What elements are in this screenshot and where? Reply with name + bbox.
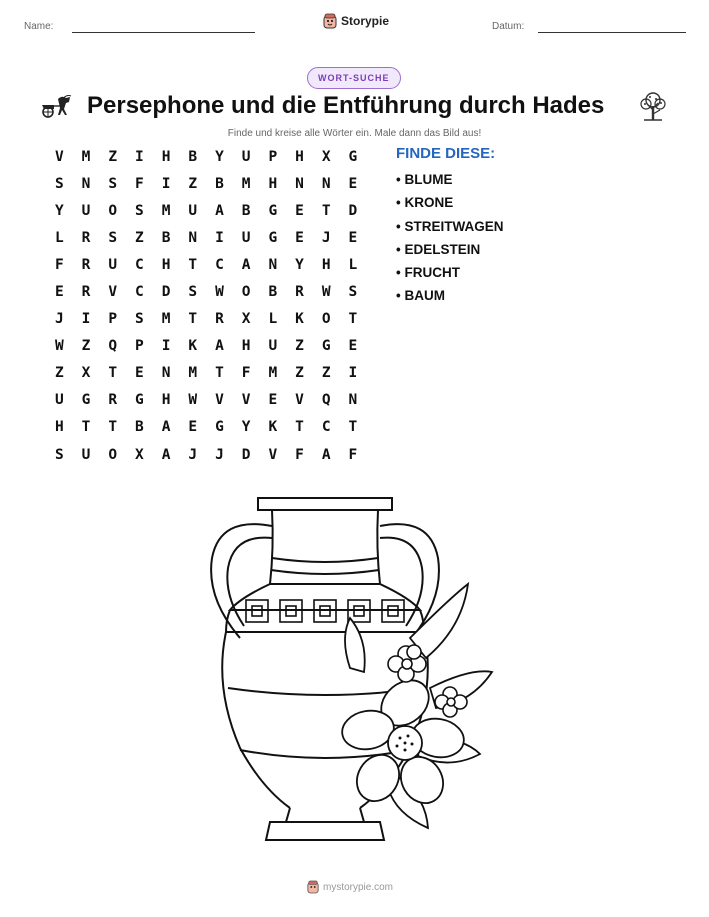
grid-letter[interactable]: E — [348, 229, 358, 246]
grid-letter[interactable]: V — [215, 392, 224, 409]
grid-letter[interactable]: W — [215, 284, 224, 301]
grid-letter[interactable]: S — [348, 284, 358, 301]
grid-letter[interactable]: H — [161, 148, 171, 165]
name-label: Name: — [24, 21, 54, 32]
grid-letter[interactable]: M — [161, 311, 171, 328]
grid-letter[interactable]: E — [295, 202, 304, 219]
grid-letter[interactable]: L — [54, 229, 64, 246]
grid-letter[interactable]: O — [108, 202, 118, 219]
brand-name: Storypie — [341, 14, 390, 28]
grid-letter[interactable]: N — [188, 229, 198, 246]
grid-row — [46, 414, 366, 441]
grid-letter[interactable]: Z — [54, 365, 64, 382]
find-list-title: FINDE DIESE: — [396, 145, 496, 162]
grid-letter[interactable]: K — [268, 419, 278, 436]
grid-letter[interactable]: K — [188, 338, 198, 355]
grid-letter[interactable]: A — [161, 446, 171, 463]
grid-letter[interactable]: X — [81, 365, 91, 382]
grid-row — [46, 143, 366, 170]
grid-letter[interactable]: B — [268, 284, 278, 301]
grid-letter[interactable]: M — [81, 148, 91, 165]
date-field[interactable] — [538, 32, 686, 33]
grid-letter[interactable]: G — [268, 229, 278, 246]
grid-row — [46, 306, 366, 333]
grid-letter[interactable]: J — [188, 446, 198, 463]
grid-letter[interactable]: O — [241, 284, 251, 301]
grid-letter[interactable]: W — [188, 392, 198, 409]
grid-row — [46, 170, 366, 197]
grid-letter[interactable]: S — [135, 202, 144, 219]
brand-logo — [323, 13, 389, 29]
grid-letter[interactable]: I — [135, 148, 144, 165]
grid-row — [46, 360, 366, 387]
storypie-mascot-icon — [323, 13, 337, 29]
grid-letter[interactable]: P — [135, 338, 144, 355]
grid-letter[interactable]: S — [108, 175, 118, 192]
grid-letter[interactable]: H — [241, 338, 251, 355]
word-item: • EDELSTEIN — [396, 241, 481, 257]
footer-url[interactable]: mystorypie.com — [323, 881, 394, 893]
grid-letter[interactable]: T — [108, 365, 118, 382]
grid-letter[interactable]: V — [295, 392, 304, 409]
grid-letter[interactable]: B — [241, 202, 251, 219]
instructions: Finde und kreise alle Wörter ein. Male dann das Bild aus! — [227, 128, 482, 139]
grid-letter[interactable]: C — [215, 256, 224, 273]
grid-letter[interactable]: F — [241, 365, 251, 382]
grid-letter[interactable]: L — [348, 256, 358, 273]
word-item: • BLUME — [396, 172, 453, 187]
grid-letter[interactable]: Z — [188, 175, 198, 192]
grid-letter[interactable]: P — [108, 311, 118, 328]
grid-letter[interactable]: F — [295, 446, 304, 463]
grid-letter[interactable]: C — [135, 284, 144, 301]
grid-row — [46, 441, 366, 468]
grid-letter[interactable]: G — [348, 148, 358, 165]
grid-row — [46, 197, 366, 224]
grid-letter[interactable]: N — [295, 175, 304, 192]
grid-letter[interactable]: A — [215, 202, 224, 219]
grid-letter[interactable]: N — [81, 175, 91, 192]
grid-letter[interactable]: V — [268, 446, 278, 463]
grid-letter[interactable]: G — [81, 392, 91, 409]
grid-letter[interactable]: H — [295, 148, 304, 165]
grid-letter[interactable]: N — [161, 365, 171, 382]
word-search-badge: WORT-SUCHE — [307, 67, 401, 89]
grid-letter[interactable]: Z — [108, 148, 118, 165]
grid-letter[interactable]: J — [321, 229, 331, 246]
grid-letter[interactable]: Y — [54, 202, 64, 219]
grid-letter[interactable]: X — [241, 311, 251, 328]
grid-letter[interactable]: U — [268, 338, 278, 355]
grid-letter[interactable]: Z — [321, 365, 331, 382]
grid-letter[interactable]: O — [321, 311, 331, 328]
grid-letter[interactable]: A — [321, 446, 331, 463]
grid-letter[interactable]: R — [81, 256, 91, 273]
grid-letter[interactable]: B — [188, 148, 198, 165]
vase-coloring-illustration — [200, 488, 500, 850]
grid-letter[interactable]: U — [81, 202, 91, 219]
grid-letter[interactable]: G — [321, 338, 331, 355]
grid-letter[interactable]: T — [188, 311, 198, 328]
grid-letter[interactable]: B — [161, 229, 171, 246]
grid-letter[interactable]: Z — [295, 365, 304, 382]
grid-letter[interactable]: Z — [295, 338, 304, 355]
grid-letter[interactable]: J — [54, 311, 64, 328]
grid-letter[interactable]: G — [215, 419, 224, 436]
grid-letter[interactable]: Y — [215, 148, 224, 165]
grid-letter[interactable]: T — [348, 419, 358, 436]
grid-letter[interactable]: S — [188, 284, 198, 301]
grid-letter[interactable]: C — [135, 256, 144, 273]
grid-row — [46, 333, 366, 360]
grid-letter[interactable]: W — [321, 284, 331, 301]
grid-letter[interactable]: L — [268, 311, 278, 328]
word-item: • FRUCHT — [396, 265, 460, 281]
grid-letter[interactable]: E — [348, 175, 358, 192]
grid-letter[interactable]: T — [188, 256, 198, 273]
grid-letter[interactable]: U — [108, 256, 118, 273]
grid-letter[interactable]: U — [81, 446, 91, 463]
grid-letter[interactable]: M — [241, 175, 251, 192]
grid-letter[interactable]: T — [215, 365, 224, 382]
grid-letter[interactable]: S — [108, 229, 118, 246]
grid-letter[interactable]: S — [135, 311, 144, 328]
grid-letter[interactable]: B — [135, 419, 144, 436]
grid-letter[interactable]: I — [161, 175, 171, 192]
grid-letter[interactable]: N — [268, 256, 278, 273]
word-item: • BAUM — [396, 288, 445, 304]
grid-letter[interactable]: C — [321, 419, 331, 436]
grid-letter[interactable]: E — [295, 229, 304, 246]
word-item: • KRONE — [396, 195, 454, 211]
grid-letter[interactable]: X — [135, 446, 144, 463]
grid-letter[interactable]: T — [108, 419, 118, 436]
grid-letter[interactable]: D — [161, 284, 171, 301]
grid-letter[interactable]: P — [268, 148, 278, 165]
grid-letter[interactable]: E — [54, 284, 64, 301]
grid-letter[interactable]: I — [215, 229, 224, 246]
grid-letter[interactable]: R — [81, 284, 91, 301]
storypie-mascot-icon — [307, 880, 319, 894]
grid-letter[interactable]: T — [348, 311, 358, 328]
date-label: Datum: — [492, 21, 525, 32]
grid-letter[interactable]: F — [348, 446, 358, 463]
grid-letter[interactable]: H — [161, 392, 171, 409]
grid-letter[interactable]: X — [321, 148, 331, 165]
grid-letter[interactable]: N — [348, 392, 358, 409]
grid-letter[interactable]: R — [295, 284, 304, 301]
grid-letter[interactable]: R — [215, 311, 224, 328]
grid-letter[interactable]: S — [54, 446, 64, 463]
grid-letter[interactable]: H — [161, 256, 171, 273]
grid-letter[interactable]: I — [348, 365, 358, 382]
grid-letter[interactable]: I — [161, 338, 171, 355]
grid-letter[interactable]: M — [161, 202, 171, 219]
grid-letter[interactable]: A — [215, 338, 224, 355]
grid-row — [46, 224, 366, 251]
grid-row — [46, 251, 366, 278]
grid-letter[interactable]: Z — [135, 229, 144, 246]
grid-letter[interactable]: T — [295, 419, 304, 436]
grid-letter[interactable]: E — [135, 365, 144, 382]
name-field[interactable] — [72, 32, 255, 33]
footer — [307, 880, 393, 894]
grid-letter[interactable]: D — [348, 202, 358, 219]
grid-letter[interactable]: A — [241, 256, 251, 273]
grid-letter[interactable]: Y — [295, 256, 304, 273]
grid-letter[interactable]: S — [54, 175, 64, 192]
grid-letter[interactable]: F — [54, 256, 64, 273]
grid-letter[interactable]: V — [108, 284, 118, 301]
grid-letter[interactable]: Q — [321, 392, 331, 409]
word-list — [396, 168, 596, 308]
grid-letter[interactable]: M — [188, 365, 198, 382]
grid-letter[interactable]: T — [81, 419, 91, 436]
grid-letter[interactable]: T — [321, 202, 331, 219]
word-search-grid — [46, 143, 366, 468]
grid-letter[interactable]: G — [268, 202, 278, 219]
grid-letter[interactable]: K — [295, 311, 304, 328]
grid-letter[interactable]: F — [135, 175, 144, 192]
grid-letter[interactable]: G — [135, 392, 144, 409]
grid-letter[interactable]: I — [81, 311, 91, 328]
grid-letter[interactable]: E — [268, 392, 278, 409]
grid-letter[interactable]: B — [215, 175, 224, 192]
grid-letter[interactable]: D — [241, 446, 251, 463]
grid-letter[interactable]: N — [321, 175, 331, 192]
grid-letter[interactable]: Q — [108, 338, 118, 355]
grid-letter[interactable]: W — [54, 338, 64, 355]
grid-letter[interactable]: H — [321, 256, 331, 273]
grid-row — [46, 387, 366, 414]
grid-letter[interactable]: H — [54, 419, 64, 436]
grid-letter[interactable]: E — [348, 338, 358, 355]
grid-letter[interactable]: U — [54, 392, 64, 409]
grid-letter[interactable]: H — [268, 175, 278, 192]
find-list — [396, 145, 596, 308]
grid-letter[interactable]: U — [241, 148, 251, 165]
grid-letter[interactable]: U — [241, 229, 251, 246]
grid-letter[interactable]: A — [161, 419, 171, 436]
grid-letter[interactable]: E — [188, 419, 198, 436]
chariot-icon — [40, 93, 74, 119]
grid-letter[interactable]: O — [108, 446, 118, 463]
grid-letter[interactable]: Y — [241, 419, 251, 436]
grid-letter[interactable]: V — [241, 392, 251, 409]
tree-icon — [638, 90, 668, 122]
grid-letter[interactable]: V — [54, 148, 64, 165]
page-title: Persephone und die Entführung durch Hades — [87, 92, 605, 119]
word-item: • STREITWAGEN — [396, 218, 504, 234]
grid-letter[interactable]: Z — [81, 338, 91, 355]
grid-letter[interactable]: R — [81, 229, 91, 246]
grid-row — [46, 278, 366, 305]
grid-letter[interactable]: M — [268, 365, 278, 382]
grid-letter[interactable]: U — [188, 202, 198, 219]
grid-letter[interactable]: R — [108, 392, 118, 409]
grid-letter[interactable]: J — [215, 446, 224, 463]
